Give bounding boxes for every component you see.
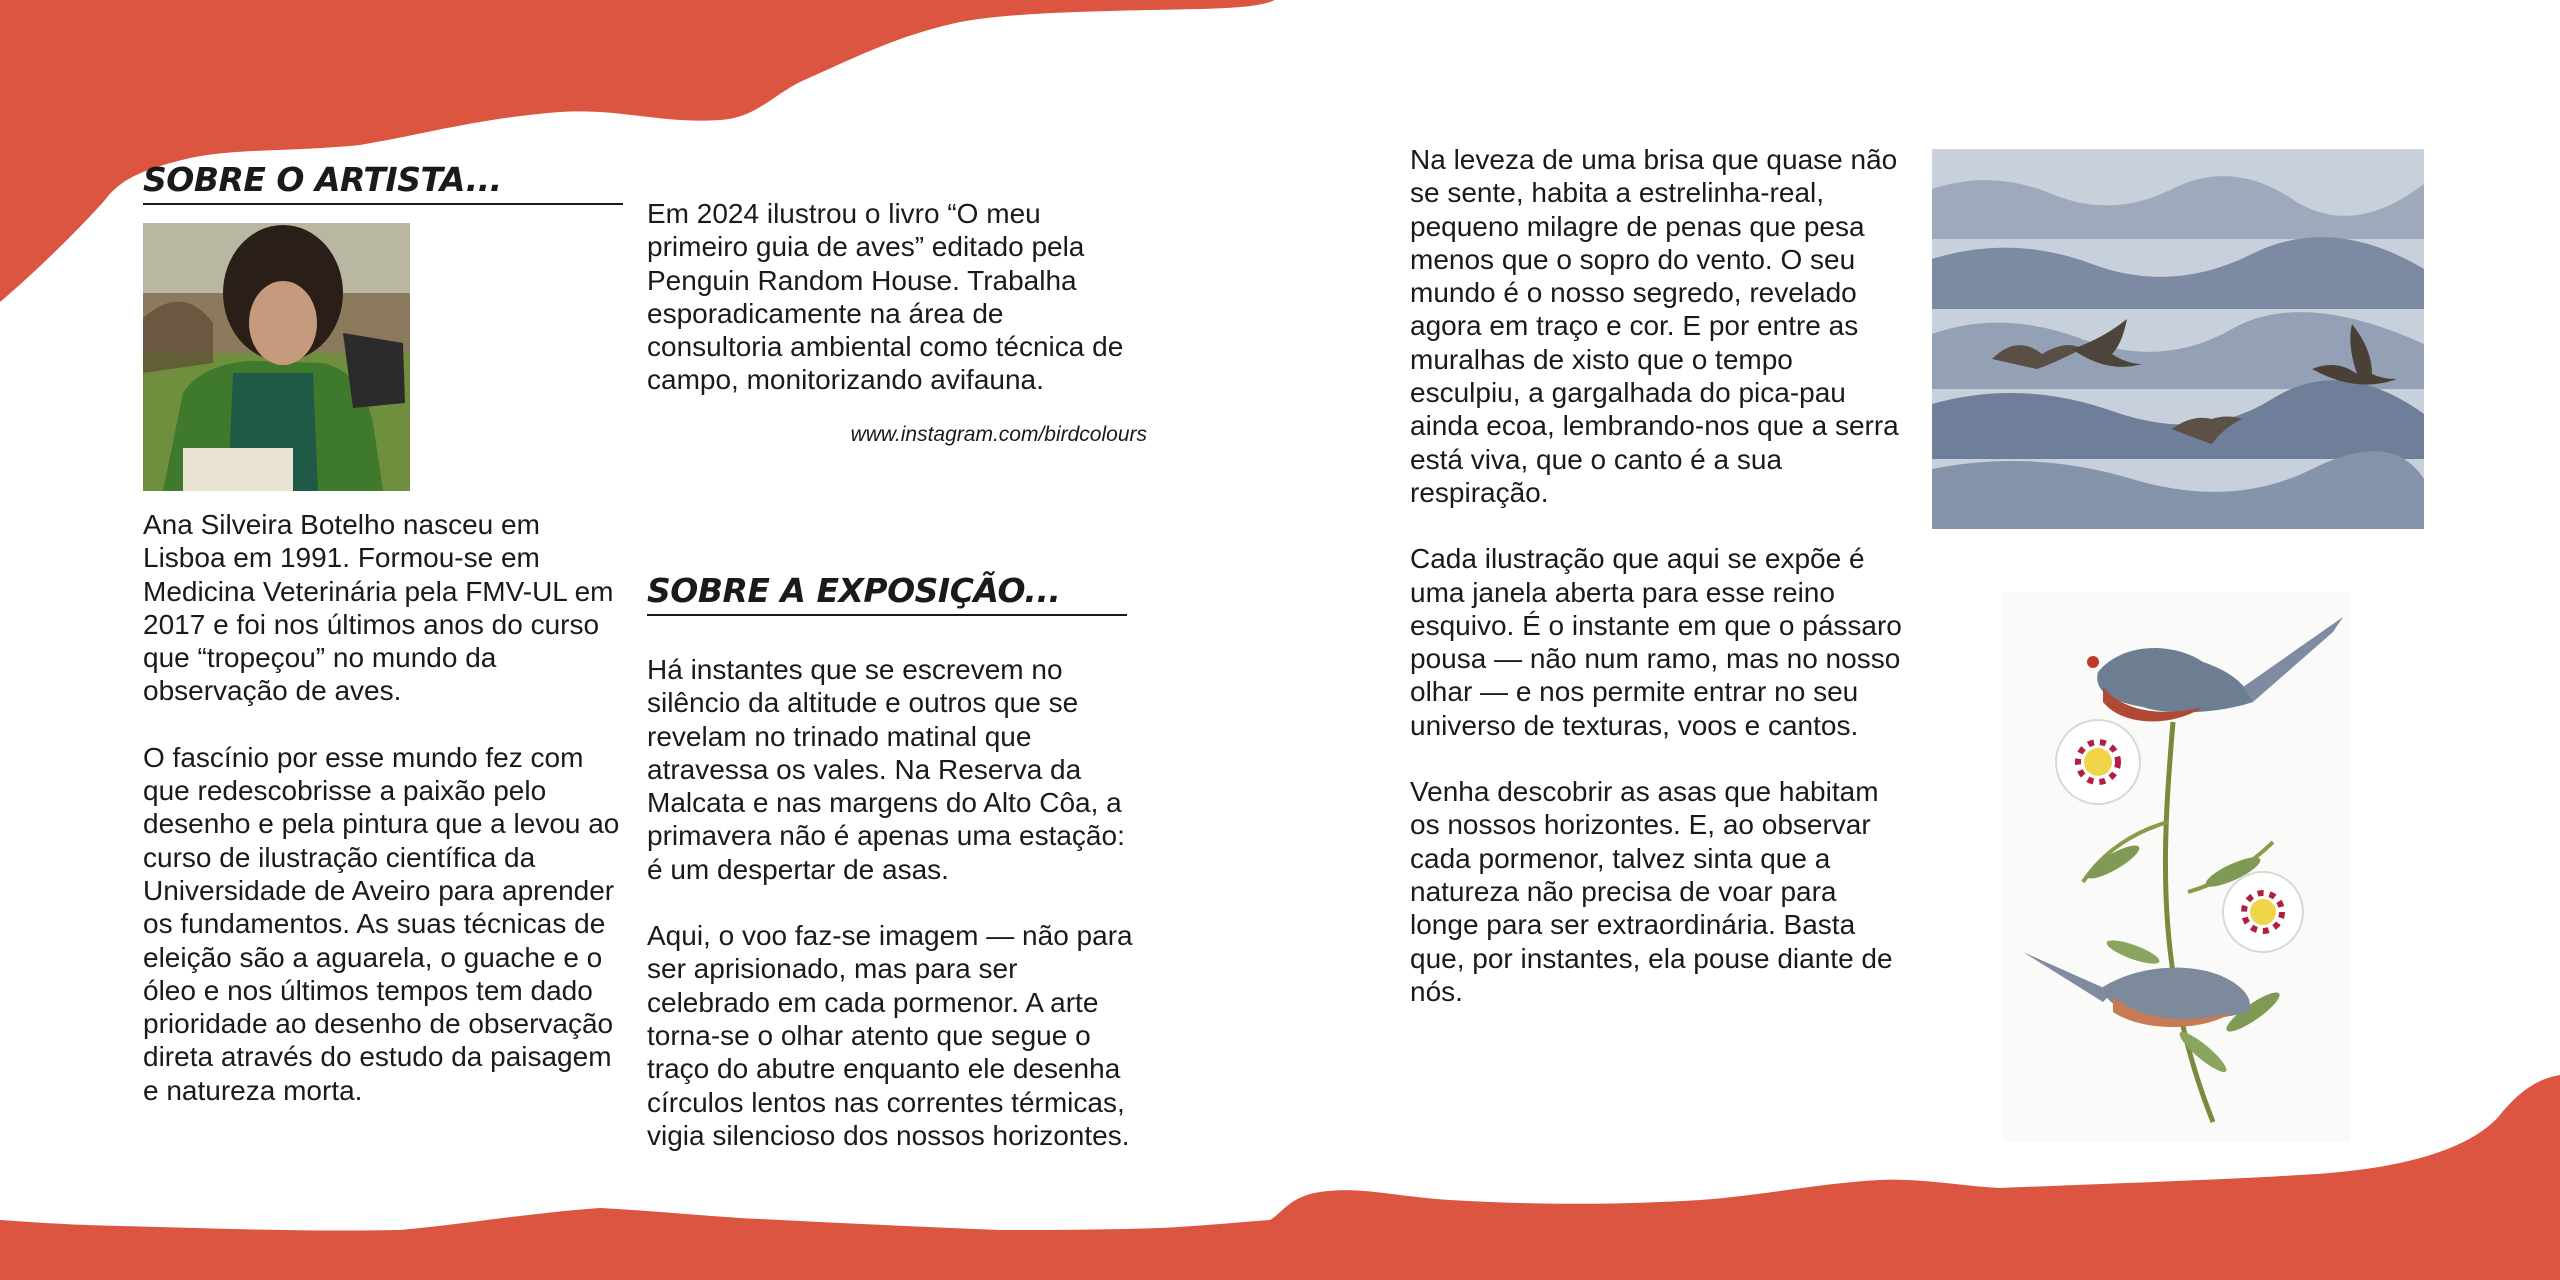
exhibition-paragraph-2: Aqui, o voo faz-se imagem — não para ser aprisionado, mas para ser celebrado em cada pormenor. A arte torna-se o olhar atento que segue o traço do abutre enquanto ele desenha círculos lentos nas correntes térmicas, vigia silencioso dos nossos horizontes. (647, 920, 1133, 1151)
artist-bio (143, 508, 623, 1107)
bio-paragraph-2: O fascínio por esse mundo fez com que redescobrisse a paixão pelo desenho e pela pintura que a levou ao curso de ilustração científica da Universidade de Aveiro para aprender os fundamentos. As suas técnicas de eleição são a aguarela, o guache e o óleo e nos últimos tempos tem dado prioridade ao desenho de observação direta através do estudo da paisagem e natureza morta. (143, 741, 620, 1106)
exhibition-paragraph-3: Na leveza de uma brisa que quase não se sente, habita a estrelinha-real, pequeno milagre de penas que pesa menos que o sopro do vento. O seu mundo é o nosso segredo, revelado agora em traço e cor. E por entre as muralhas de xisto que o tempo esculpiu, a gargalhada do pica-pau ainda ecoa, lembrando-nos que a serra está viva, que o canto é a sua respiração. (1410, 144, 1899, 508)
artist-name: Ana Silveira Botelho (143, 509, 396, 540)
exhibition-text-col-1 (647, 653, 1147, 1152)
warblers-rockrose-illustration (2003, 592, 2350, 1142)
bio-paragraph-3: Em 2024 ilustrou o livro “O meu primeiro guia de aves” editado pela Penguin Random House. Trabalha esporadicamente na área de consultoria ambiental como técnica de campo, monitorizando avifauna. (647, 198, 1124, 396)
exhibition-text-col-2 (1410, 143, 1910, 1008)
exhibition-heading: SOBRE A EXPOSIÇÃO... (647, 571, 1127, 616)
exhibition-paragraph-4: Cada ilustração que aqui se expõe é uma janela aberta para esse reino esquivo. É o instante em que o pássaro pousa — não num ramo, mas no nosso olhar — e nos permite entrar no seu universo de texturas, voos e cantos. (1410, 543, 1902, 741)
artist-photo (143, 223, 410, 491)
exhibition-paragraph-1: Há instantes que se escrevem no silêncio da altitude e outros que se revelam no trinado matinal que atravessa os vales. Na Reserva da Malcata e nas margens do Alto Côa, a primavera não é apenas uma estação: é um despertar de asas. (647, 654, 1125, 885)
seabirds-illustration (1932, 149, 2424, 529)
instagram-link[interactable]: www.instagram.com/birdcolours (850, 423, 1147, 446)
bio-paragraph-1 (143, 508, 623, 708)
artist-heading: SOBRE O ARTISTA... (143, 160, 623, 205)
exhibition-paragraph-5: Venha descobrir as asas que habitam os nossos horizontes. E, ao observar cada pormenor, talvez sinta que a natureza não precisa de voar para longe para ser extraordinária. Basta que, por instantes, ela pouse diante de nós. (1410, 776, 1893, 1007)
artist-bio-continued (647, 197, 1137, 397)
bio-paragraph-1-text: nasceu em Lisboa em 1991. Formou-se em Medicina Veterinária pela FMV-UL em 2017 e foi nos últimos anos do curso que “tropeçou” no mundo da observação de aves. (143, 509, 614, 707)
